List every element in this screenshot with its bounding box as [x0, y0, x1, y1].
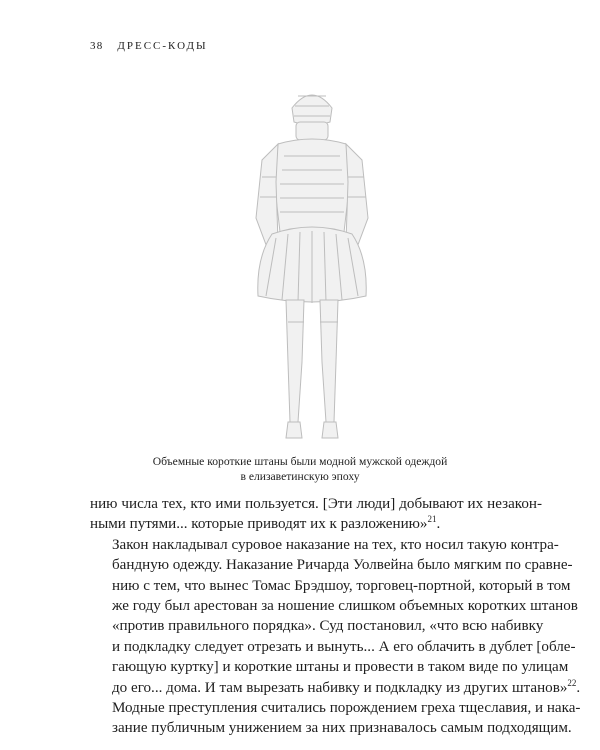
text-line: Закон накладывал суровое наказание на тех, кто носил такую контра- — [112, 536, 559, 553]
costume-figure-drawing — [232, 82, 392, 452]
text-line: гающую куртку] и короткие штаны и провести в таком виде по улицам — [112, 659, 569, 676]
footnote-ref-22: 22 — [567, 677, 577, 688]
body-text — [90, 494, 581, 739]
text-line: Модные преступления считались порождением греха тщеславия, и нака- — [112, 700, 581, 717]
costume-illustration — [232, 82, 392, 452]
running-head — [90, 40, 208, 52]
text-line: бандную одежду. Наказание Ричарда Уолвейна было мягким по сравне- — [112, 557, 573, 574]
text-span: ными путями... которые приводят их к разложению» — [90, 516, 428, 533]
text-line: и подкладку следует отрезать и вынуть... А его облачить в дублет [обле- — [112, 638, 576, 655]
page-number: 38 — [90, 40, 104, 52]
text-line: зание публичным унижением за них признавалось самым подходящим. — [112, 720, 572, 737]
paragraph-2 — [90, 535, 581, 739]
figure-caption — [110, 454, 490, 484]
paragraph-1 — [90, 494, 542, 535]
caption-line-2: в елизаветинскую эпоху — [240, 470, 360, 483]
text-line: нию числа тех, кто ими пользуется. [Эти люди] добывают их незакон- — [90, 496, 542, 512]
text-span: . — [576, 679, 581, 696]
caption-line-1: Объемные короткие штаны были модной мужской одеждой — [152, 455, 448, 468]
footnote-ref-21: 21 — [427, 514, 437, 525]
text-line: же году был арестован за ношение слишком объемных коротких штанов — [112, 598, 578, 615]
text-line — [90, 677, 581, 698]
text-line — [90, 514, 542, 534]
running-title: ДРЕСС-КОДЫ — [117, 40, 208, 52]
text-span: . — [436, 516, 441, 533]
text-line: нию с тем, что вынес Томас Брэдшоу, торговец-портной, который в том — [112, 577, 571, 594]
text-line: «против правильного порядка». Суд постановил, «что всю набивку — [112, 618, 544, 635]
text-span: до его... дома. И там вырезать набивку и подкладку из других штанов» — [112, 679, 568, 696]
